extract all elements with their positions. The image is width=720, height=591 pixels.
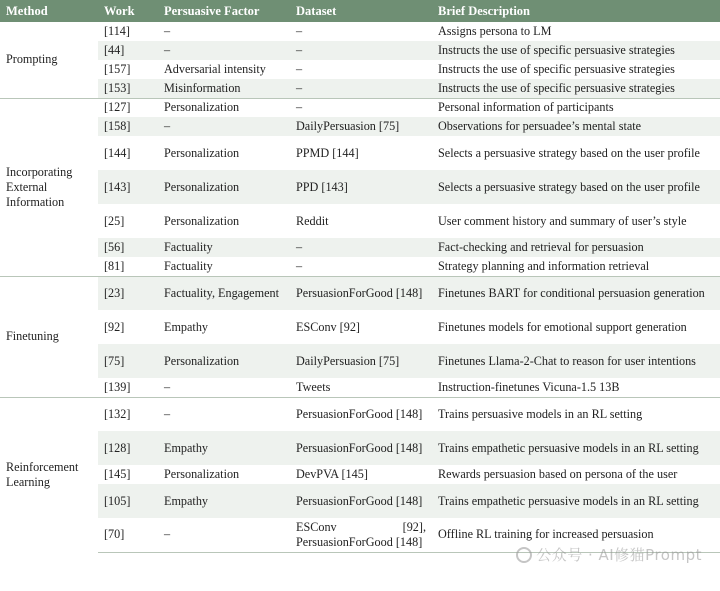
header-row bbox=[0, 0, 720, 22]
factor-cell: Personalization bbox=[164, 467, 240, 481]
factor-cell: – bbox=[164, 379, 171, 394]
dataset-cell: PersuasionForGood [148] bbox=[290, 431, 432, 465]
work-cell: [105] bbox=[98, 484, 158, 518]
dataset-cell: PersuasionForGood [148] bbox=[290, 276, 432, 310]
factor-cell: Empathy bbox=[164, 319, 209, 334]
table-row bbox=[0, 518, 720, 552]
work-cell: [56] bbox=[98, 238, 158, 257]
dataset-cell: PersuasionForGood [148] bbox=[290, 484, 432, 518]
factor-cell: Empathy bbox=[158, 431, 290, 465]
table-row bbox=[0, 204, 720, 238]
dataset-cell: DailyPersuasion [75] bbox=[290, 344, 432, 378]
work-cell: [23] bbox=[98, 276, 158, 310]
description-cell: Observations for persuadee’s mental state bbox=[432, 117, 720, 136]
factor-cell: Personalization bbox=[164, 145, 240, 160]
work-cell: [139] bbox=[104, 379, 131, 394]
factor-cell: Misinformation bbox=[158, 79, 290, 98]
dataset-cell: DevPVA [145] bbox=[296, 467, 368, 481]
dataset-cell: – bbox=[290, 41, 432, 60]
factor-cell: Personalization bbox=[158, 98, 290, 117]
work-cell: [114] bbox=[104, 24, 130, 38]
watermark-text: 公众号 · AI修猫Prompt bbox=[536, 546, 702, 564]
description-cell: Instructs the use of specific persuasive strategies bbox=[432, 41, 720, 60]
work-cell: [81] bbox=[104, 258, 125, 273]
work-cell: [143] bbox=[98, 170, 158, 204]
work-cell: [128] bbox=[98, 431, 158, 465]
dataset-cell: – bbox=[296, 24, 303, 38]
factor-cell: Factuality, Engagement bbox=[158, 276, 290, 310]
table-row bbox=[0, 431, 720, 465]
dataset-cell: PersuasionForGood [148] bbox=[290, 397, 432, 431]
dataset-cell: – bbox=[296, 258, 303, 273]
work-cell: [25] bbox=[104, 213, 125, 228]
factor-cell: Factuality bbox=[158, 238, 290, 257]
header-description: Brief Description bbox=[438, 3, 530, 18]
description-cell: Selects a persuasive strategy based on the user profile bbox=[438, 145, 700, 160]
dataset-cell: – bbox=[290, 98, 432, 117]
method-group-prompting: Prompting bbox=[0, 22, 98, 98]
factor-cell: Personalization bbox=[158, 344, 290, 378]
work-cell: [144] bbox=[104, 145, 131, 160]
dataset-cell: ESConv [92] bbox=[296, 319, 360, 334]
table-row bbox=[0, 397, 720, 431]
table-row bbox=[0, 60, 720, 79]
method-group-rl: Reinforcement Learning bbox=[0, 397, 98, 552]
factor-cell: Personalization bbox=[158, 170, 290, 204]
dataset-cell: PPD [143] bbox=[290, 170, 432, 204]
description-cell: Strategy planning and information retrieval bbox=[438, 258, 650, 273]
table-row bbox=[0, 344, 720, 378]
description-cell: Selects a persuasive strategy based on the user profile bbox=[432, 170, 720, 204]
description-cell: User comment history and summary of user’s style bbox=[438, 213, 687, 228]
description-cell: Personal information of participants bbox=[432, 98, 720, 117]
table-row bbox=[0, 136, 720, 170]
description-cell: Instructs the use of specific persuasive strategies bbox=[438, 62, 675, 76]
work-cell: [44] bbox=[98, 41, 158, 60]
description-cell: Rewards persuasion based on persona of the user bbox=[438, 467, 678, 481]
work-cell: [127] bbox=[98, 98, 158, 117]
table-row bbox=[0, 257, 720, 276]
table-row bbox=[0, 465, 720, 484]
factor-cell: Factuality bbox=[164, 258, 213, 273]
table-row bbox=[0, 238, 720, 257]
dataset-cell: Tweets bbox=[296, 379, 331, 394]
work-cell: [132] bbox=[98, 397, 158, 431]
table-row bbox=[0, 170, 720, 204]
dataset-cell: PPMD [144] bbox=[296, 145, 359, 160]
description-cell: Offline RL training for increased persuasion bbox=[432, 518, 720, 552]
work-cell: [158] bbox=[98, 117, 158, 136]
factor-cell: Empathy bbox=[158, 484, 290, 518]
dataset-cell: DailyPersuasion [75] bbox=[290, 117, 432, 136]
table-row bbox=[0, 22, 720, 41]
dataset-cell: – bbox=[290, 79, 432, 98]
table-row bbox=[0, 41, 720, 60]
work-cell: [92] bbox=[104, 319, 125, 334]
table-row bbox=[0, 484, 720, 518]
table-row bbox=[0, 79, 720, 98]
method-group-finetuning: Finetuning bbox=[0, 276, 98, 397]
dataset-cell: Reddit bbox=[296, 213, 329, 228]
description-cell: Finetunes models for emotional support generation bbox=[438, 319, 687, 334]
factor-cell: – bbox=[164, 24, 171, 38]
description-cell: Finetunes Llama-2-Chat to reason for user intentions bbox=[432, 344, 720, 378]
table-row bbox=[0, 98, 720, 117]
factor-cell: – bbox=[158, 117, 290, 136]
factor-cell: Adversarial intensity bbox=[164, 62, 266, 76]
description-cell: Trains persuasive models in an RL setting bbox=[432, 397, 720, 431]
description-cell: Finetunes BART for conditional persuasion generation bbox=[432, 276, 720, 310]
dataset-cell: ESConv [92], PersuasionForGood [148] bbox=[290, 518, 432, 552]
work-cell: [157] bbox=[104, 62, 131, 76]
header-work: Work bbox=[104, 3, 135, 18]
work-cell: [70] bbox=[98, 518, 158, 552]
header-dataset: Dataset bbox=[296, 3, 337, 18]
description-cell: Trains empathetic persuasive models in an RL setting bbox=[432, 484, 720, 518]
description-cell: Assigns persona to LM bbox=[438, 24, 552, 38]
factor-cell: – bbox=[158, 518, 290, 552]
factor-cell: – bbox=[158, 41, 290, 60]
table-row bbox=[0, 310, 720, 344]
description-cell: Trains empathetic persuasive models in an RL setting bbox=[432, 431, 720, 465]
work-cell: [153] bbox=[98, 79, 158, 98]
table-row bbox=[0, 378, 720, 397]
description-cell: Fact-checking and retrieval for persuasion bbox=[432, 238, 720, 257]
header-method: Method bbox=[6, 3, 48, 18]
description-cell: Instruction-finetunes Vicuna-1.5 13B bbox=[438, 379, 620, 394]
table-row bbox=[0, 276, 720, 310]
method-group-incorporating: Incorporating External Information bbox=[0, 98, 98, 276]
header-factor: Persuasive Factor bbox=[164, 3, 260, 18]
factor-cell: Personalization bbox=[164, 213, 240, 228]
factor-cell: – bbox=[158, 397, 290, 431]
description-cell: Instructs the use of specific persuasive strategies bbox=[432, 79, 720, 98]
table-row bbox=[0, 117, 720, 136]
work-cell: [145] bbox=[104, 467, 131, 481]
work-cell: [75] bbox=[98, 344, 158, 378]
dataset-cell: – bbox=[296, 62, 303, 76]
dataset-cell: – bbox=[290, 238, 432, 257]
